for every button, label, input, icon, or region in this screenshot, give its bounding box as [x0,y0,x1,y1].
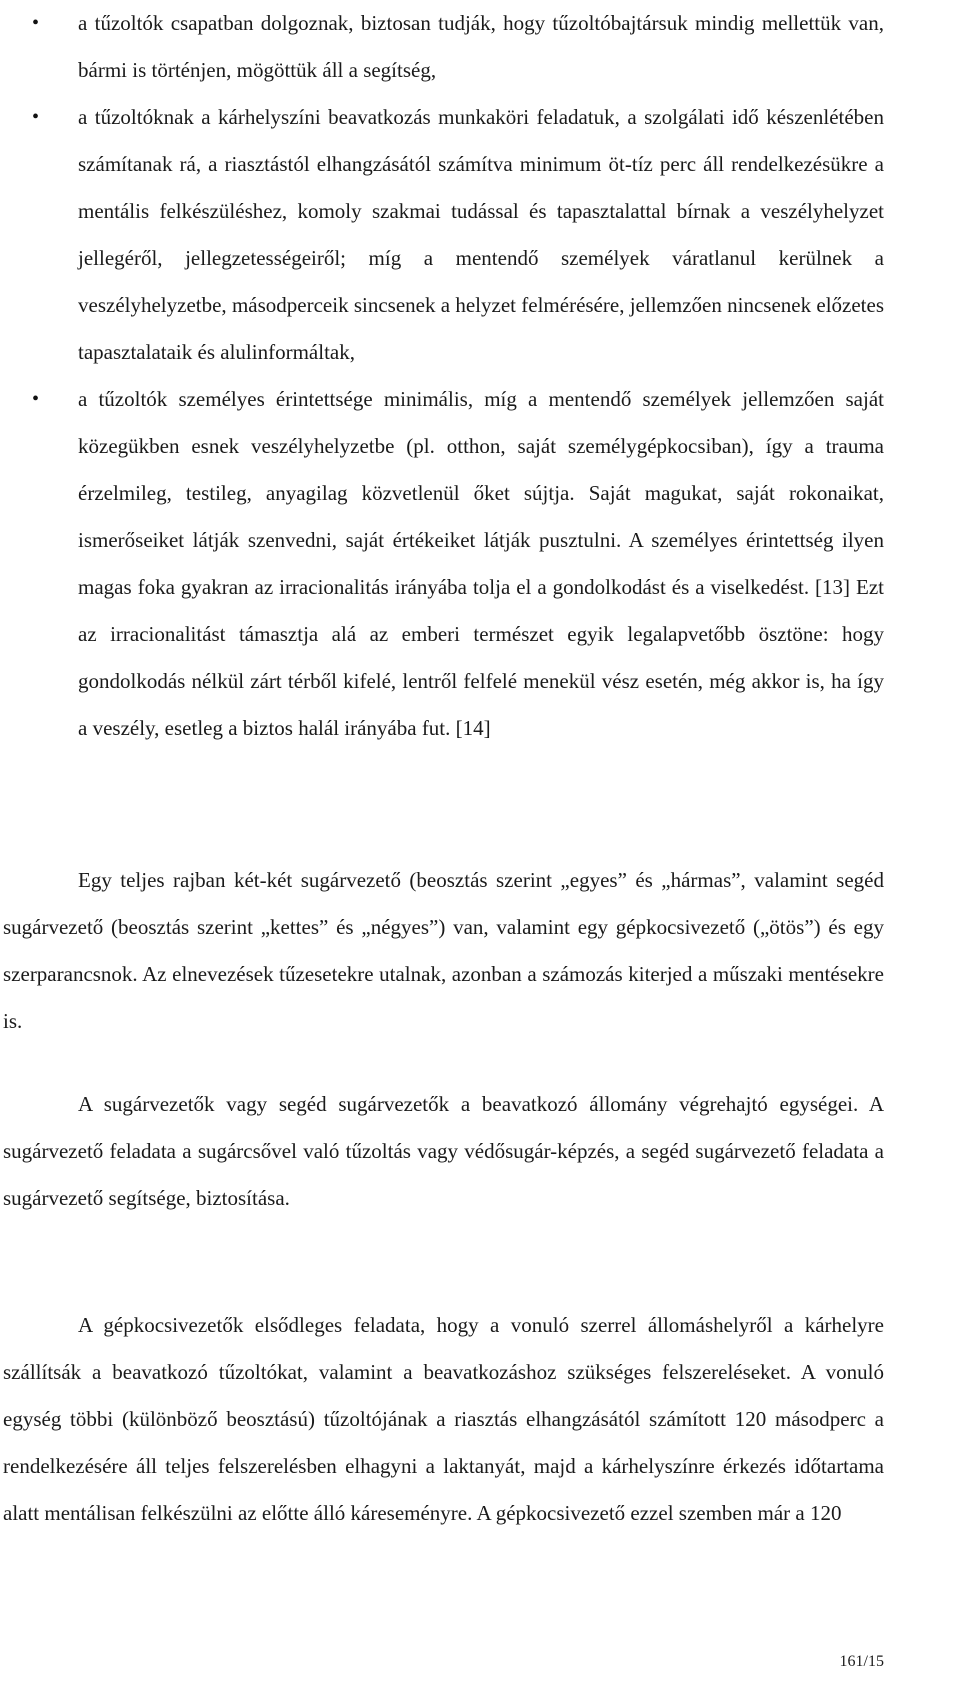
body-paragraph: A sugárvezetők vagy segéd sugárvezetők a beavatkozó állomány végrehajtó egységei. A sugárvezető feladata a sugárcsővel való tűzoltás vagy védősugár-képzés, a segéd sugárvezető feladata a sugárvezető segítsége, biztosítása. [3,1092,884,1210]
bullet-item [32,376,884,752]
bullet-icon: • [32,388,40,410]
bullet-text: a tűzoltók csapatban dolgoznak, biztosan tudják, hogy tűzoltóbajtársuk mindig mellettük van, bármi is történjen, mögöttük áll a segítség, [78,11,884,82]
page-number: 161/15 [839,1653,884,1670]
bullet-text: a tűzoltók személyes érintettsége minimális, míg a mentendő személyek jellemzően saját közegükben esnek veszélyhelyzetbe (pl. otthon, saját személygépkocsiban), így a trauma érzelmileg, testileg, anyagilag közvetlenül őket sújtja. Saját magukat, saját rokonaikat, ismerőseiket látják szenvedni, saját értékeiket látják pusztulni. A személyes érintettség ilyen magas foka gyakran az irracionalitás irányába tolja el a gondolkodást és a viselkedést. [13] Ezt az irracionalitást támasztja alá az emberi természet egyik legalapvetőbb ösztöne: hogy gondolkodás nélkül zárt térből kifelé, lentről felfelé menekül vész esetén, még akkor is, ha így a veszély, esetleg a biztos halál irányába fut. [14] [78,387,884,740]
body-paragraph: Egy teljes rajban két-két sugárvezető (beosztás szerint „egyes” és „hármas”, valamint segéd sugárvezető (beosztás szerint „kettes” és „négyes”) van, valamint egy gépkocsivezető („ötös”) és egy szerparancsnok. Az elnevezések tűzesetekre utalnak, azonban a számozás kiterjed a műszaki mentésekre is. [3,868,884,1033]
bullet-item [32,0,884,94]
bullet-item [32,94,884,376]
bullet-icon: • [32,12,40,34]
bullet-text: a tűzoltóknak a kárhelyszíni beavatkozás munkaköri feladatuk, a szolgálati idő készenlétében számítanak rá, a riasztástól elhangzásától számítva minimum öt-tíz perc áll rendelkezésükre a mentális felkészüléshez, komoly szakmai tudással és tapasztalattal bírnak a veszélyhelyzet jellegéről, jellegzetességeiről; míg a mentendő személyek váratlanul kerülnek a veszélyhelyzetbe, másodperceik sincsenek a helyzet felmérésére, jellemzően nincsenek előzetes tapasztalataik és alulinformáltak, [78,105,884,364]
bullet-list [32,0,884,752]
bullet-icon: • [32,106,40,128]
body-paragraph: A gépkocsivezetők elsődleges feladata, hogy a vonuló szerrel állomáshelyről a kárhelyre szállítsák a beavatkozó tűzoltókat, valamint a beavatkozáshoz szükséges felszereléseket. A vonuló egység többi (különböző beosztású) tűzoltójának a riasztás elhangzásától számított 120 másodperc a rendelkezésére áll teljes felszerelésben elhagyni a laktanyát, majd a kárhelyszínre érkezés időtartama alatt mentálisan felkészülni az előtte álló káreseményre. A gépkocsivezető ezzel szemben már a 120 [3,1313,884,1525]
